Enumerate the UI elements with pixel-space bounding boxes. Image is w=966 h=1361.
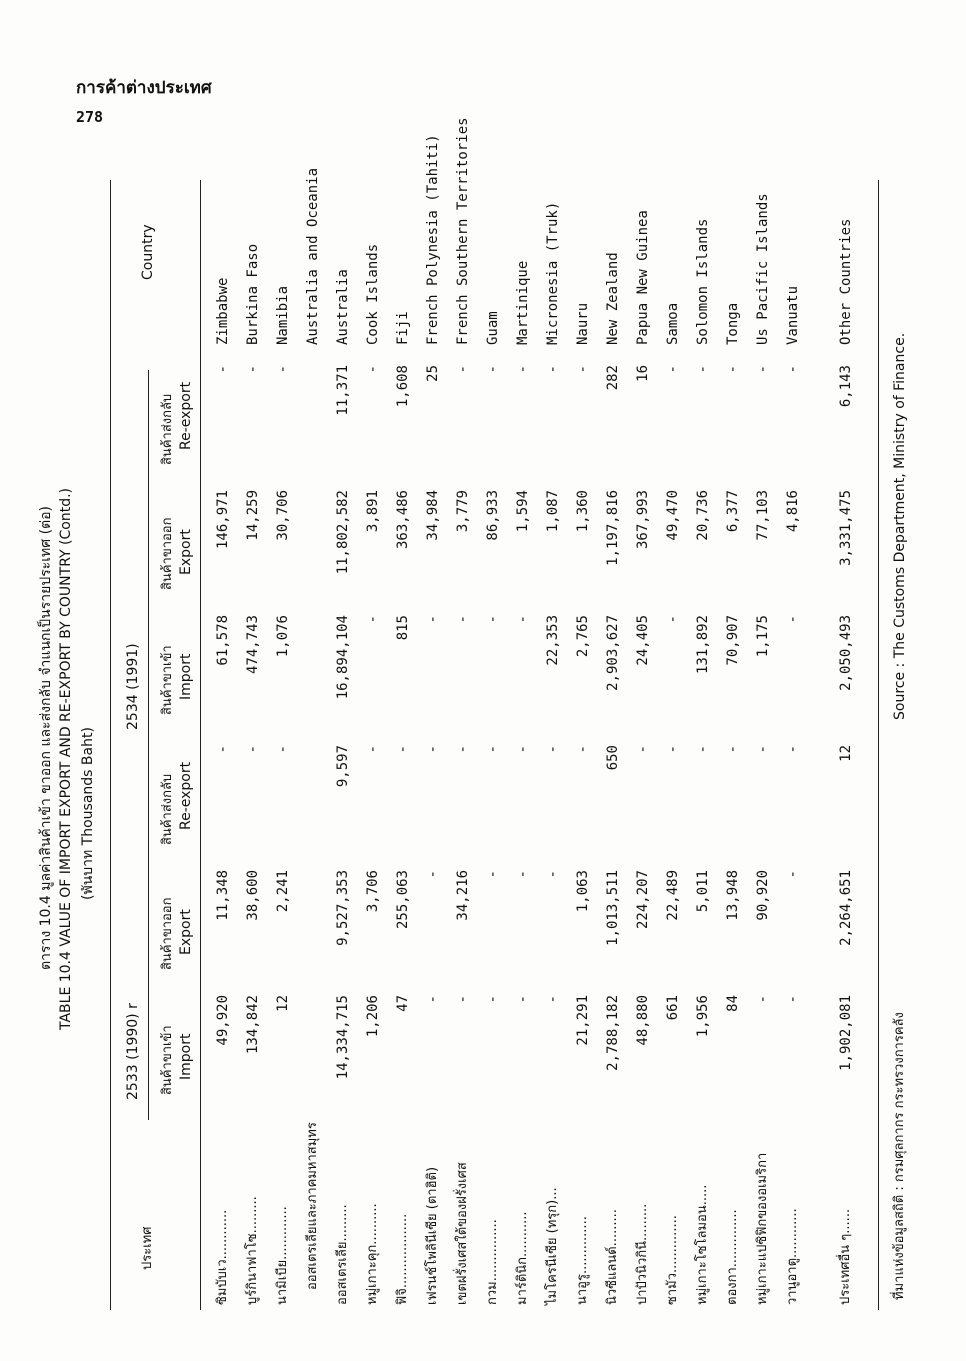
row-value: - — [245, 365, 261, 374]
row-value: - — [515, 995, 531, 1004]
row-country-en: Tonga — [725, 302, 741, 345]
row-value: 363,486 — [395, 490, 411, 550]
row-value: - — [485, 365, 501, 374]
row-value: 14,334,715 — [335, 995, 351, 1080]
row-country-en: Zimbabwe — [215, 277, 231, 345]
row-value: - — [785, 365, 801, 374]
row-value: - — [575, 745, 591, 754]
row-value: - — [425, 870, 441, 879]
row-value: 2,241 — [275, 870, 291, 913]
row-value: - — [365, 745, 381, 754]
row-value: 2,788,182 — [605, 995, 621, 1071]
col-subheader-th: สินค้าขาเข้า — [160, 645, 175, 715]
row-country-th: วานูอาตู............ — [785, 1208, 800, 1305]
row-value: - — [215, 745, 231, 754]
row-value: 1,197,816 — [605, 490, 621, 566]
row-value: 12 — [275, 995, 291, 1012]
row-value: 1,175 — [755, 615, 771, 658]
row-country-en: Fiji — [395, 311, 411, 345]
row-country-th: หมู่เกาะคุก.......... — [365, 1203, 380, 1305]
rule-year2 — [148, 370, 149, 740]
row-value: 47 — [395, 995, 411, 1012]
col-subheader-th: สินค้าขาออก — [160, 517, 175, 590]
source-thai: ที่มาแห่งข้อมูลสถิติ : กรมศุลกากร กระทรวงการคลัง — [892, 1012, 907, 1300]
row-country-en: Namibia — [275, 285, 291, 345]
row-value: - — [515, 870, 531, 879]
row-country-en: Burkina Faso — [245, 243, 261, 345]
col-subheader-th: สินค้าขาออก — [160, 897, 175, 970]
row-value: 34,984 — [425, 490, 441, 541]
row-value: 255,063 — [395, 870, 411, 930]
row-country-en: Other Countries — [838, 218, 854, 345]
row-value: 14,259 — [245, 490, 261, 541]
row-value: - — [215, 365, 231, 374]
row-value: 282 — [605, 365, 621, 391]
row-value: 1,608 — [395, 365, 411, 408]
row-country-en: Vanuatu — [785, 285, 801, 345]
row-value: 84 — [725, 995, 741, 1012]
row-value: 2,765 — [575, 615, 591, 658]
row-country-th: หมู่เกาะโซโลมอน..... — [695, 1184, 710, 1305]
row-value: - — [545, 870, 561, 879]
col-subheader-th: สินค้าส่งกลับ — [160, 393, 175, 465]
row-value: 3,891 — [365, 490, 381, 533]
row-country-en: Guam — [485, 311, 501, 345]
row-value: 146,971 — [215, 490, 231, 550]
row-value: - — [575, 365, 591, 374]
row-value: - — [485, 745, 501, 754]
row-value: - — [395, 745, 411, 754]
row-value: 6,377 — [725, 490, 741, 533]
row-country-th: ประเทศอื่น ๆ...... — [838, 1208, 853, 1305]
row-value: - — [515, 365, 531, 374]
row-value: 6,143 — [838, 365, 854, 408]
row-value: - — [365, 615, 381, 624]
row-country-th: ซิมบับเว............ — [215, 1209, 230, 1305]
row-value: - — [515, 745, 531, 754]
row-value: - — [515, 615, 531, 624]
row-value: - — [425, 745, 441, 754]
row-value: - — [545, 745, 561, 754]
row-value: - — [275, 745, 291, 754]
row-value: 5,011 — [695, 870, 711, 913]
row-value: 24,405 — [635, 615, 651, 666]
rule-top — [110, 180, 111, 1310]
row-country-en: French Southern Territories — [455, 117, 471, 345]
row-value: 49,920 — [215, 995, 231, 1046]
col-subheader-en: Re-export — [178, 761, 194, 830]
row-country-en: Nauru — [575, 302, 591, 345]
row-value: - — [785, 745, 801, 754]
row-value: 661 — [665, 995, 681, 1021]
table-title-english: TABLE 10.4 VALUE OF IMPORT EXPORT AND RE-EXPORT BY COUNTRY (Contd.) — [58, 487, 74, 1030]
row-value: - — [755, 745, 771, 754]
row-value: - — [425, 615, 441, 624]
row-country-th: ออสเตรเลียและภาคมหาสมุทร — [305, 1122, 320, 1290]
row-value: 34,216 — [455, 870, 471, 921]
row-country-th: นามิเบีย............. — [275, 1206, 290, 1305]
row-country-th: หมู่เกาะแปซิฟิกของอเมริกา — [755, 1152, 770, 1305]
row-value: 367,993 — [635, 490, 651, 550]
row-value: 1,360 — [575, 490, 591, 533]
row-value: 11,802,582 — [335, 490, 351, 575]
row-country-th: ซามัว.............. — [665, 1215, 680, 1305]
row-value: 224,207 — [635, 870, 651, 930]
row-country-en: French Polynesia (Tahiti) — [425, 134, 441, 345]
row-value: 2,264,651 — [838, 870, 854, 946]
row-value: - — [665, 615, 681, 624]
row-country-en: New Zealand — [605, 252, 621, 345]
col-subheader-en: Export — [178, 529, 194, 575]
page-number: 278 — [76, 108, 104, 126]
row-value: 11,348 — [215, 870, 231, 921]
row-value: 1,206 — [365, 995, 381, 1038]
row-value: 22,353 — [545, 615, 561, 666]
row-value: 30,706 — [275, 490, 291, 541]
row-value: 815 — [395, 615, 411, 641]
row-country-en: Australia — [335, 269, 351, 345]
row-value: - — [635, 745, 651, 754]
row-country-en: Cook Islands — [365, 243, 381, 345]
col-subheader-en: Import — [178, 653, 194, 700]
row-value: 16 — [635, 365, 651, 382]
table-unit: (พันบาท Thousands Baht) — [80, 727, 96, 900]
table-title-thai: ตาราง 10.4 มูลค่าสินค้าเข้า ขาออก และส่งกลับ จำแนกเป็นรายประเทศ (ต่อ) — [38, 505, 54, 970]
row-value: 474,743 — [245, 615, 261, 675]
row-value: 1,902,081 — [838, 995, 854, 1071]
row-country-th: นาอูรู.............. — [575, 1216, 590, 1305]
row-value: 2,903,627 — [605, 615, 621, 691]
row-country-th: เฟรนช์โพลินีเซีย (ตาฮิติ) — [425, 1166, 440, 1305]
row-value: 1,087 — [545, 490, 561, 533]
row-value: - — [665, 365, 681, 374]
rule-year1 — [148, 720, 149, 1120]
row-value: 38,600 — [245, 870, 261, 921]
row-value: 9,597 — [335, 745, 351, 788]
row-value: 1,076 — [275, 615, 291, 658]
row-country-en: Us Pacific Islands — [755, 193, 771, 345]
row-country-en: Micronesia (Truk) — [545, 201, 561, 345]
row-value: 77,103 — [755, 490, 771, 541]
row-value: - — [365, 365, 381, 374]
row-value: 2,050,493 — [838, 615, 854, 691]
row-value: 48,880 — [635, 995, 651, 1046]
row-value: - — [545, 365, 561, 374]
row-value: - — [665, 745, 681, 754]
row-value: 3,706 — [365, 870, 381, 913]
col-subheader-en: Export — [178, 909, 194, 955]
row-value: - — [275, 365, 291, 374]
rule-header-bottom — [200, 180, 201, 1310]
row-value: 21,291 — [575, 995, 591, 1046]
row-country-th: ไมโครนีเซีย (ทรุก)... — [545, 1187, 560, 1305]
row-value: 1,013,511 — [605, 870, 621, 946]
row-value: 11,371 — [335, 365, 351, 416]
row-value: 86,933 — [485, 490, 501, 541]
col-header-country-th: ประเทศ — [140, 1226, 155, 1270]
row-value: - — [755, 995, 771, 1004]
row-country-en: Samoa — [665, 302, 681, 345]
row-value: 22,489 — [665, 870, 681, 921]
row-value: - — [485, 615, 501, 624]
row-value: 3,331,475 — [838, 490, 854, 566]
col-subheader-en: Import — [178, 1033, 194, 1080]
row-value: 650 — [605, 745, 621, 771]
row-value: 49,470 — [665, 490, 681, 541]
row-value: 1,594 — [515, 490, 531, 533]
row-value: 70,907 — [725, 615, 741, 666]
row-value: 131,892 — [695, 615, 711, 675]
row-country-th: ฟิจิ.................. — [395, 1213, 410, 1305]
row-country-th: เขตฝรั่งเศสใต้ของฝรั่งเศส — [455, 1162, 470, 1305]
row-value: - — [785, 995, 801, 1004]
row-country-en: Australia and Oceania — [305, 167, 321, 345]
row-value: - — [245, 745, 261, 754]
row-value: - — [455, 745, 471, 754]
row-country-th: ออสเตรเลีย......... — [335, 1204, 350, 1305]
row-value: 1,956 — [695, 995, 711, 1038]
row-value: - — [485, 995, 501, 1004]
row-value: 20,736 — [695, 490, 711, 541]
source-english: Source : The Customs Department, Ministry of Finance. — [892, 332, 908, 720]
row-value: - — [785, 870, 801, 879]
row-value: - — [545, 995, 561, 1004]
row-value: - — [485, 870, 501, 879]
row-value: - — [785, 615, 801, 624]
row-value: - — [725, 365, 741, 374]
row-country-th: นิวซีแลนด์......... — [605, 1209, 620, 1305]
row-country-th: ปาปัวนิวกินี......... — [635, 1203, 650, 1305]
row-value: - — [425, 995, 441, 1004]
section-header: การค้าต่างประเทศ — [76, 78, 212, 98]
row-value: - — [455, 365, 471, 374]
row-value: - — [755, 365, 771, 374]
row-country-en: Martinique — [515, 260, 531, 345]
row-value: 61,578 — [215, 615, 231, 666]
row-value: - — [455, 995, 471, 1004]
rule-bottom — [878, 180, 879, 1310]
row-value: - — [695, 745, 711, 754]
row-value: 4,816 — [785, 490, 801, 533]
row-value: 16,894,104 — [335, 615, 351, 700]
col-header-year2: 2534 (1991) — [125, 643, 141, 730]
row-country-en: Papua New Guinea — [635, 210, 651, 345]
row-value: - — [725, 745, 741, 754]
row-value: 90,920 — [755, 870, 771, 921]
row-value: 134,842 — [245, 995, 261, 1055]
row-value: - — [695, 365, 711, 374]
row-value: 3,779 — [455, 490, 471, 533]
row-value: 25 — [425, 365, 441, 382]
row-country-th: กวม............... — [485, 1219, 500, 1305]
col-subheader-th: สินค้าส่งกลับ — [160, 773, 175, 845]
row-value: - — [455, 615, 471, 624]
row-country-en: Solomon Islands — [695, 218, 711, 345]
row-value: 9,527,353 — [335, 870, 351, 946]
row-value: 12 — [838, 745, 854, 762]
col-subheader-en: Re-export — [178, 381, 194, 450]
row-value: 1,063 — [575, 870, 591, 913]
row-country-th: บูร์กินาฟาโซ......... — [245, 1196, 260, 1305]
col-header-year1: 2533 (1990) r — [125, 1003, 141, 1100]
row-value: 13,948 — [725, 870, 741, 921]
row-country-th: มาร์ตินิก........... — [515, 1211, 530, 1305]
col-subheader-th: สินค้าขาเข้า — [160, 1025, 175, 1095]
row-country-th: ตองกา.............. — [725, 1209, 740, 1305]
rotated-table-page — [30, 117, 930, 1330]
col-header-country-en: Country — [140, 224, 156, 280]
